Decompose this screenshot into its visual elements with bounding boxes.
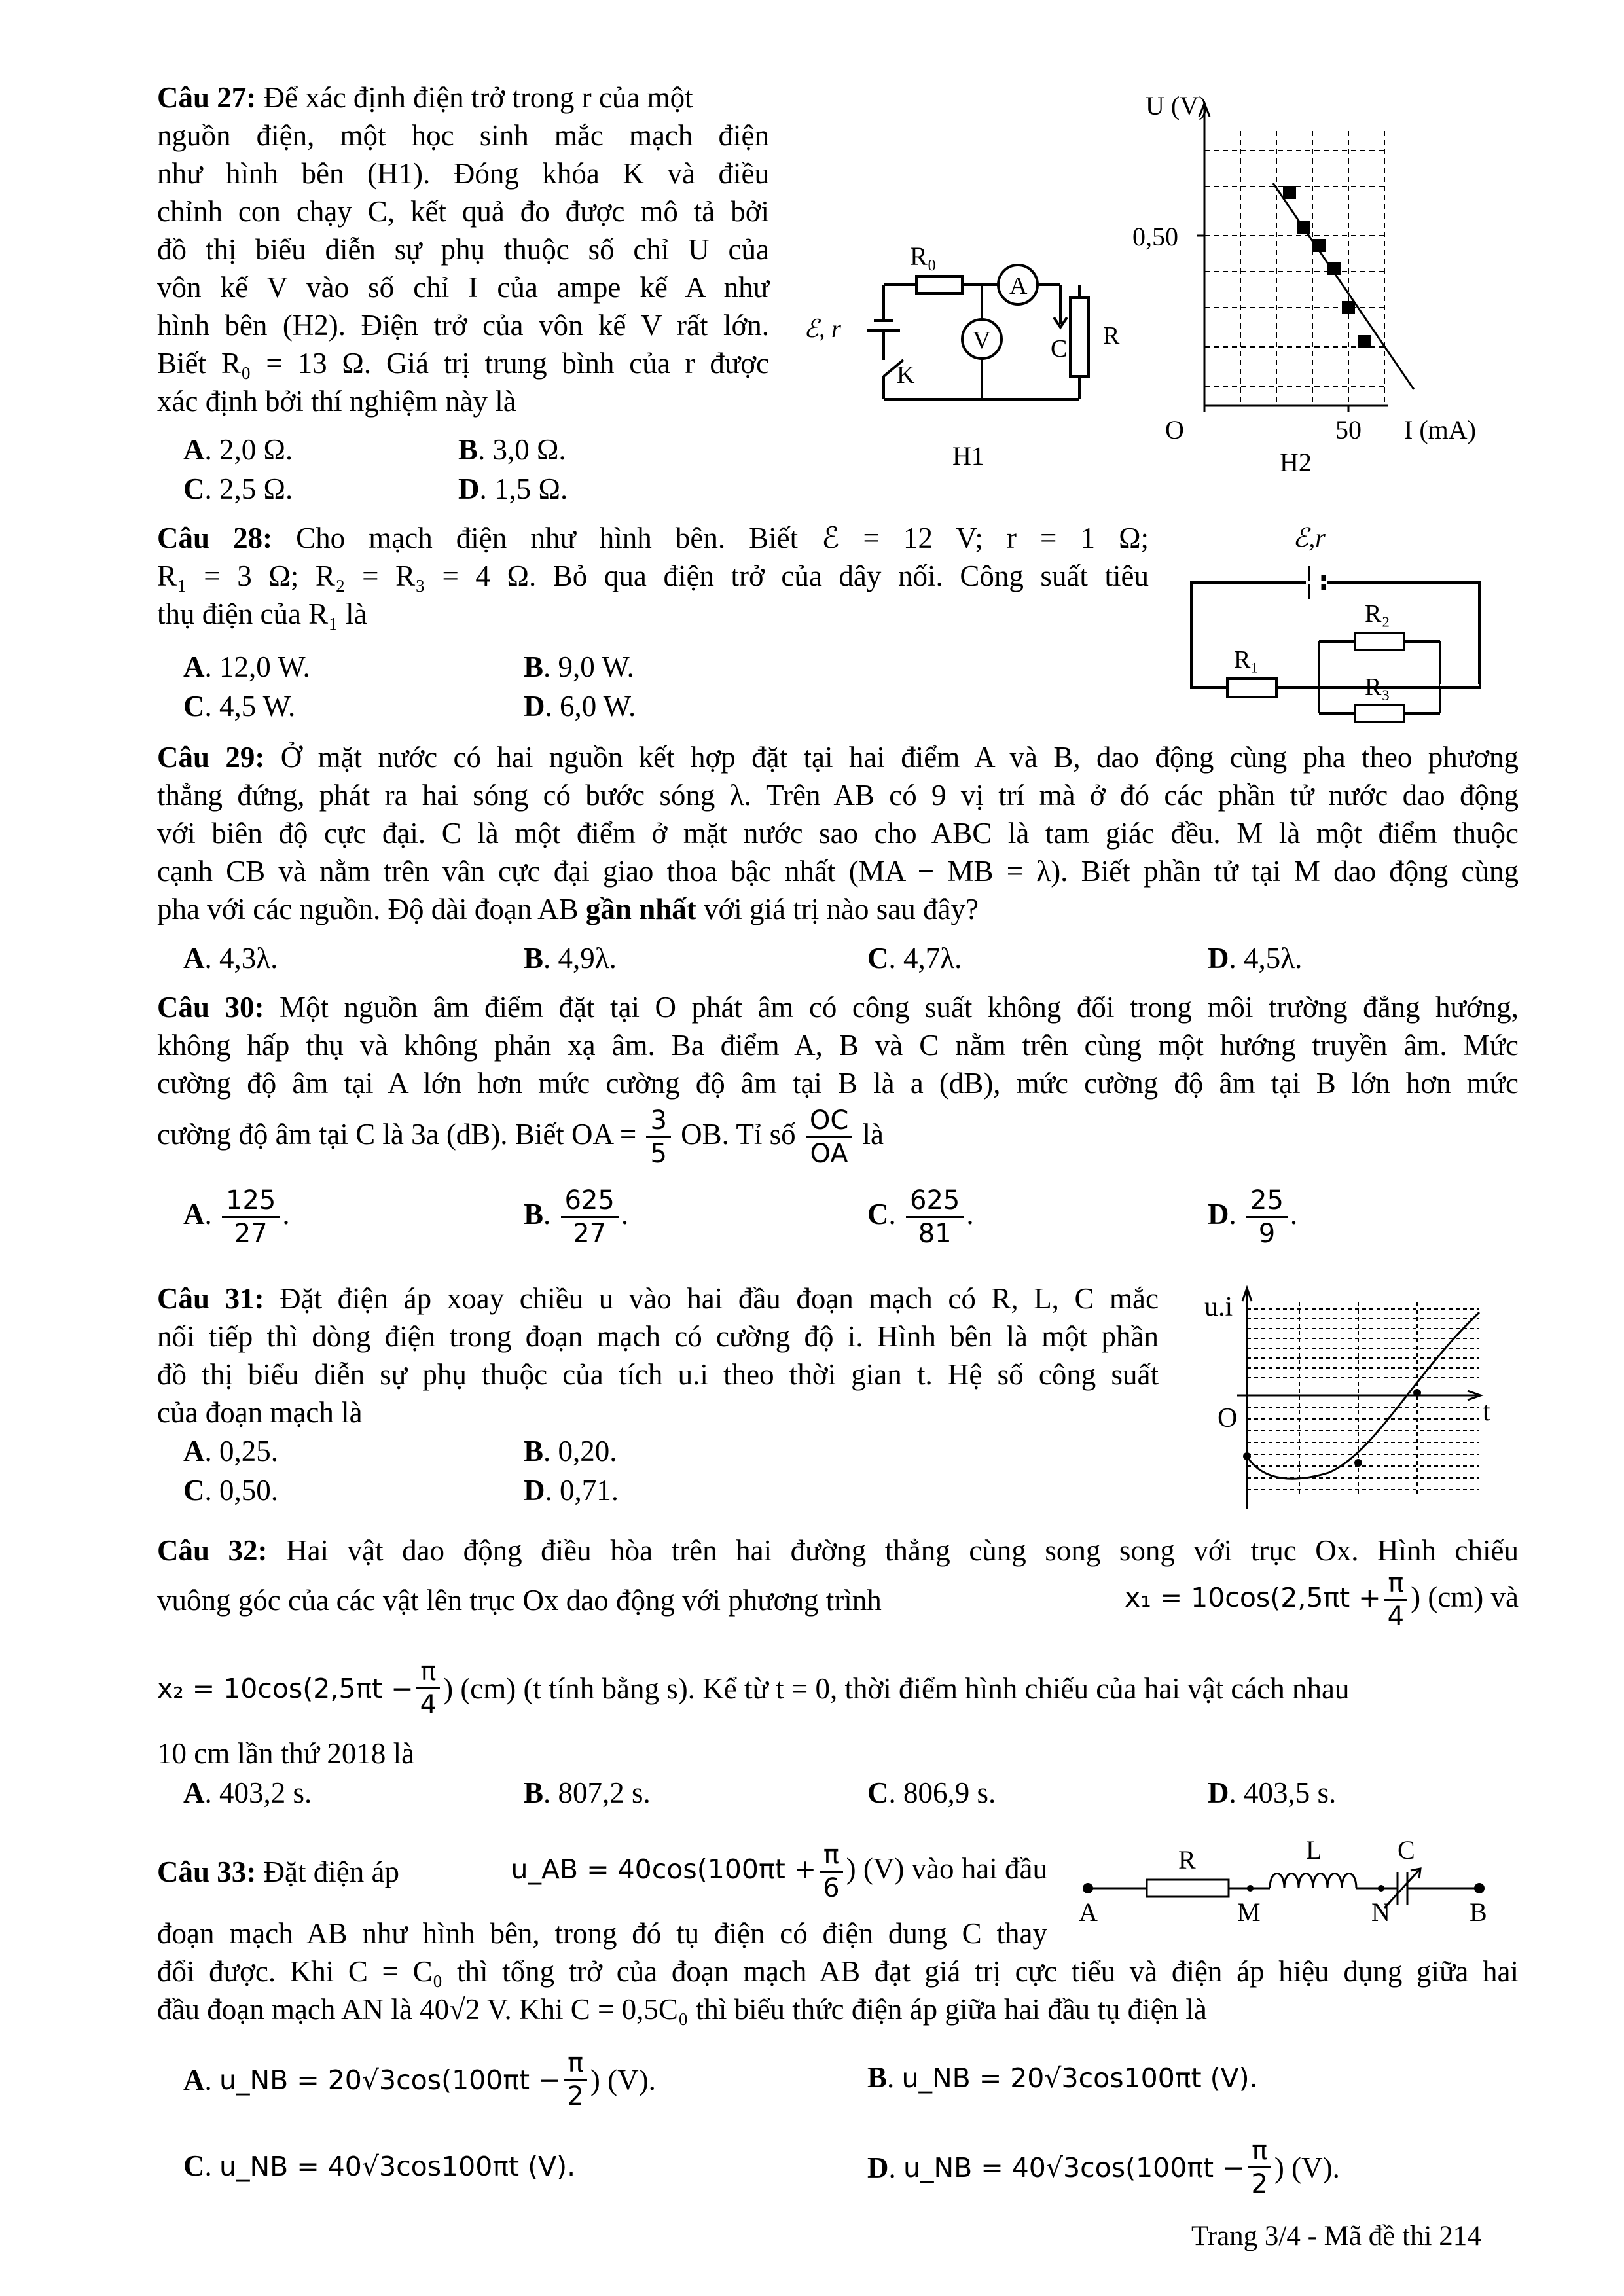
q28-option-a[interactable]: A. 12,0 W. (183, 651, 310, 683)
q30-option-c[interactable]: C. $\frac{625}{81}$ . (867, 1185, 974, 1249)
q31-option-d[interactable]: D. 0,71. (524, 1474, 619, 1507)
q27-h1-r0-label: R₀ (910, 242, 937, 271)
q31-text (157, 1280, 1159, 1431)
q33-node-m: M (1237, 1897, 1261, 1927)
q28-line3: thụ điện của R₁ là (157, 598, 367, 630)
q31-option-b[interactable]: B. 0,20. (524, 1435, 617, 1467)
q31-graph (1204, 1283, 1506, 1525)
q33-line4: đầu đoạn mạch AN là 40√2 V. Khi C = 0,5C₀ thì biểu thức điện áp giữa hai đầu tụ điện là (157, 1993, 1207, 2026)
q32-option-d[interactable]: D. 403,5 s. (1208, 1776, 1337, 1809)
q32-fraction-pi4-b: $\frac{\pi}{4}$ (416, 1656, 441, 1721)
q30-line2: không hấp thụ và không phản xạ âm. Ba điểm A, B và C nằm trên cùng một hướng truyền âm. Mức (157, 1029, 1519, 1062)
q33-option-c[interactable]: C. u_NB = 40√3cos100πt (V). (183, 2149, 576, 2182)
q30-fraction-ratio: $\frac{OC}{OA}$ (806, 1105, 852, 1170)
q27-h2-caption: H2 (1280, 448, 1312, 477)
q33-option-a[interactable]: A . u_NB = 20√3cos(100πt − $\frac{\pi}{2}$ ) (V). (183, 2048, 656, 2111)
q29-line3: với biên độ cực đại. C là một điểm ở mặt nước sao cho ABC là tam giác đều. M là một điểm thuộc (157, 817, 1519, 850)
q32-fraction-pi4-a: $\frac{\pi}{4}$ (1384, 1568, 1408, 1632)
q28-r1-label: R₁ (1234, 646, 1259, 673)
q28-option-b[interactable]: B. 9,0 W. (524, 651, 634, 683)
q29-line4: cạnh CB và nằm trên vân cực đại giao thoa bậc nhất (MA − MB = λ). Biết phần tử tại M dao động cùng (157, 855, 1519, 888)
q33-c-label: C (1398, 1839, 1415, 1865)
q32-line3: x₂ = 10cos(2,5πt − $\frac{\pi}{4}$ ) (cm) (t tính bằng s). Kể từ t = 0, thời điểm hình chiếu của hai vật cách nhau (157, 1657, 1350, 1720)
q27-h1-voltmeter-label: V (973, 327, 991, 354)
q29-option-b[interactable]: B. 4,9λ. (524, 942, 617, 975)
q33-node-n: N (1371, 1897, 1390, 1927)
q30-line4: cường độ âm tại C là 3a (dB). Biết OA = $\frac{3}{5}$ OB. Tỉ số $\frac{OC}{OA}$ là (157, 1105, 884, 1169)
q33-line1: Câu 33: Đặt điện áp u_AB = 40cos(100πt + $\frac{\pi}{6}$ ) (V) vào hai đầu (157, 1840, 1047, 1903)
q27-graph-h2 (1113, 85, 1532, 484)
q27-h2-ylabel: U (V) (1146, 91, 1208, 120)
q33-node-b: B (1470, 1897, 1487, 1927)
q27-h1-rheostat-label: R (1103, 322, 1120, 350)
q30-option-b[interactable]: B. $\frac{625}{27}$ . (524, 1185, 629, 1249)
q29-line1: Câu 29: Ở mặt nước có hai nguồn kết hợp đặt tại hai điểm A và B, dao động cùng pha theo phương (157, 741, 1519, 774)
q33-line2: đoạn mạch AB như hình bên, trong đó tụ điện có điện dung C thay (157, 1917, 1047, 1950)
q28-option-c[interactable]: C. 4,5 W. (183, 690, 296, 723)
q29-option-a[interactable]: A. 4,3λ. (183, 942, 278, 975)
q33-option-d[interactable]: D . u_NB = 40√3cos(100πt − $\frac{\pi}{2}$ ) (V). (867, 2136, 1340, 2199)
q29-text (157, 738, 1519, 928)
q27-line4: chỉnh con chạy C, kết quả đo được mô tả bởi (157, 195, 769, 228)
q27-h2-xtick: 50 (1335, 415, 1362, 444)
q27-circuit-h1 (792, 236, 1159, 484)
q27-h1-caption: H1 (952, 441, 984, 471)
q32-line2: vuông góc của các vật lên trục Ox dao động với phương trình x₁ = 10cos(2,5πt + $\frac{\pi}{4}$ ) (cm) và (157, 1568, 1519, 1632)
q28-circuit (1178, 517, 1492, 733)
q31-option-a[interactable]: A. 0,25. (183, 1435, 278, 1467)
q29-line2: thẳng đứng, phát ra hai sóng có bước sóng λ. Trên AB có 9 vị trí mà ở đó các phần tử nước dao động (157, 779, 1519, 812)
q28-option-d[interactable]: D. 6,0 W. (524, 690, 636, 723)
q28-line2: R₁ = 3 Ω; R₂ = R₃ = 4 Ω. Bỏ qua điện trở của dây nối. Công suất tiêu (157, 560, 1149, 592)
q31-line3: đồ thị biểu diễn sự phụ thuộc của tích u.i theo thời gian t. Hệ số công suất (157, 1358, 1159, 1391)
page-footer: Trang 3/4 - Mã đề thi 214 (1191, 2221, 1481, 2251)
q32-line1: Câu 32: Hai vật dao động điều hòa trên hai đường thẳng cùng song song với trục Ox. Hình chiếu (157, 1534, 1519, 1567)
q27-h2-ytick: 0,50 (1132, 222, 1178, 251)
q30-fraction-oa: $\frac{3}{5}$ (646, 1105, 670, 1170)
q31-ylabel: u.i (1204, 1292, 1233, 1322)
q31-origin: O (1218, 1403, 1238, 1433)
q29-option-d[interactable]: D. 4,5λ. (1208, 942, 1303, 975)
q28-r3-label: R₃ (1365, 673, 1390, 701)
q32-option-b[interactable]: B. 807,2 s. (524, 1776, 651, 1809)
q27-option-d[interactable]: D. 1,5 Ω. (458, 473, 568, 505)
q30-option-a[interactable]: A. $\frac{125}{27}$ . (183, 1185, 290, 1249)
q27-line6: vôn kế V vào số chỉ I của ampe kế A như (157, 271, 769, 304)
q27-line7: hình bên (H2). Điện trở của vôn kế V rất lớn. (157, 309, 769, 342)
q33-circuit (1074, 1839, 1492, 1931)
q32-line4: 10 cm lần thứ 2018 là (157, 1737, 415, 1770)
q27-h2-xlabel: I (mA) (1404, 415, 1476, 444)
q27-graph-points (1283, 186, 1371, 348)
q27-option-b[interactable]: B. 3,0 Ω. (458, 433, 566, 466)
q31-xlabel: t (1483, 1397, 1490, 1427)
q31-line1: Câu 31: Đặt điện áp xoay chiều u vào hai đầu đoạn mạch có R, L, C mắc (157, 1282, 1159, 1315)
q27-text (157, 79, 769, 420)
q31-line2: nối tiếp thì dòng điện trong đoạn mạch có cường độ i. Hình bên là một phần (157, 1320, 1159, 1353)
q29-option-c[interactable]: C. 4,7λ. (867, 942, 962, 975)
q33-l-label: L (1306, 1839, 1322, 1865)
q33-node-a: A (1079, 1897, 1098, 1927)
q30-option-d[interactable]: D. $\frac{25}{9}$ . (1208, 1185, 1298, 1249)
q31-line4: của đoạn mạch là (157, 1396, 363, 1429)
q27-line9: xác định bởi thí nghiệm này là (157, 385, 516, 418)
q27-line3: như hình bên (H1). Đóng khóa K và điều (157, 157, 769, 190)
q27-h2-origin: O (1165, 415, 1184, 444)
q30-text (157, 988, 1519, 1102)
q28-source-label: ℰ,r (1293, 523, 1326, 552)
q27-line1: Câu 27: Để xác định điện trở trong r của một (157, 81, 693, 114)
q32-option-a[interactable]: A. 403,2 s. (183, 1776, 312, 1809)
q33-option-b[interactable]: B. u_NB = 20√3cos100πt (V). (867, 2061, 1258, 2094)
q27-line5: đồ thị biểu diễn sự phụ thuộc số chỉ U của (157, 233, 769, 266)
q33-r-label: R (1178, 1845, 1196, 1874)
q27-h1-source-label: ℰ, r (804, 315, 841, 343)
q28-r2-label: R₂ (1365, 600, 1390, 628)
q32-option-c[interactable]: C. 806,9 s. (867, 1776, 996, 1809)
q28-text (157, 519, 1149, 633)
q27-option-a[interactable]: A. 2,0 Ω. (183, 433, 293, 466)
q33-fraction-pi6: $\frac{\pi}{6}$ (819, 1839, 843, 1904)
q27-line8: Biết R₀ = 13 Ω. Giá trị trung bình của r được (157, 347, 769, 380)
q27-h1-ammeter-label: A (1009, 272, 1028, 300)
q30-line3: cường độ âm tại A lớn hơn mức cường độ âm tại B là a (dB), mức cường độ âm tại B lớn hơn mức (157, 1067, 1519, 1100)
q28-line1: Câu 28: Cho mạch điện như hình bên. Biết ℰ = 12 V; r = 1 Ω; (157, 522, 1149, 554)
q33-text (157, 1952, 1519, 2028)
q27-h1-slider-label: C (1051, 335, 1068, 363)
q31-option-c[interactable]: C. 0,50. (183, 1474, 278, 1507)
q30-line1: Câu 30: Một nguồn âm điểm đặt tại O phát âm có công suất không đổi trong môi trường đẳng hướng, (157, 991, 1519, 1024)
q27-option-c[interactable]: C. 2,5 Ω. (183, 473, 293, 505)
q27-h1-switch-label: K (897, 361, 915, 389)
q27-line2: nguồn điện, một học sinh mắc mạch điện (157, 119, 769, 152)
q33-line3: đổi được. Khi C = C₀ thì tổng trở của đoạn mạch AB đạt giá trị cực tiểu và điện áp hiệu dụng giữa hai (157, 1955, 1519, 1988)
q29-line5: pha với các nguồn. Độ dài đoạn AB gần nhất với giá trị nào sau đây? (157, 893, 979, 925)
